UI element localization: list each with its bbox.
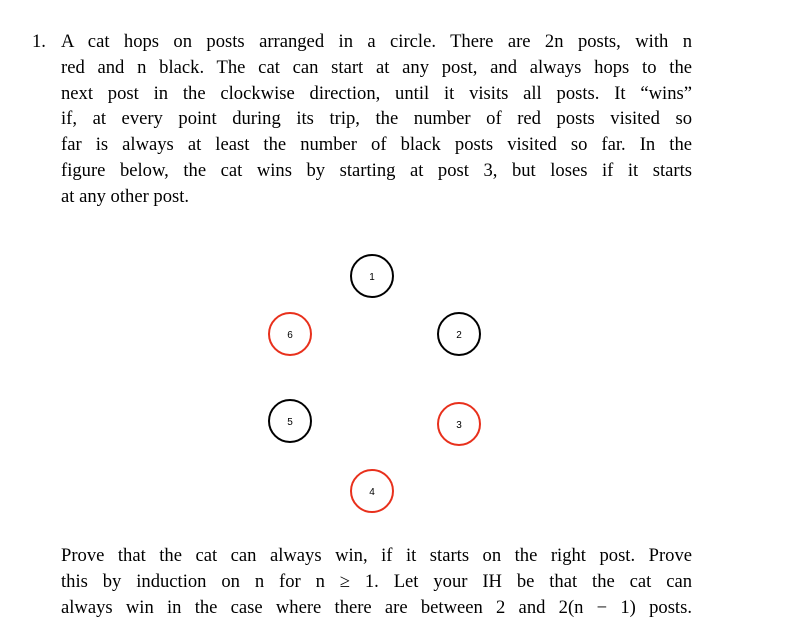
intro-line: A cat hops on posts arranged in a circle. There are 2n posts, with n: [61, 31, 692, 52]
prove-line: this by induction on n for n ≥ 1. Let your IH be that the cat can: [61, 570, 692, 592]
post-1: [351, 255, 393, 297]
post-5: [269, 400, 311, 442]
post-label: 4: [369, 487, 375, 498]
prove-line: always win in the case where there are between 2 and 2(n − 1) posts.: [61, 596, 692, 618]
post-2: [438, 313, 480, 355]
prove-statement: [61, 543, 692, 620]
intro-line: figure below, the cat wins by starting at post 3, but loses if it starts: [61, 159, 692, 181]
post-6: [269, 313, 311, 355]
intro-line: next post in the clockwise direction, until it visits all posts. It “wins”: [61, 82, 692, 104]
post-label: 6: [287, 330, 293, 341]
intro-line: far is always at least the number of black posts visited so far. In the: [61, 134, 692, 156]
post-label: 1: [369, 272, 375, 283]
intro-line: red and n black. The cat can start at any post, and always hops to the: [61, 56, 692, 78]
post-3: [438, 403, 480, 445]
post-label: 5: [287, 417, 293, 428]
intro-line: if, at every point during its trip, the number of red posts visited so: [61, 108, 692, 130]
problem-number: 1.: [32, 31, 46, 52]
prove-line: Prove that the cat can always win, if it starts on the right post. Prove: [61, 545, 692, 566]
post-4: [351, 470, 393, 512]
post-label: 2: [456, 330, 462, 341]
intro-line: at any other post.: [61, 185, 190, 207]
post-label: 3: [456, 420, 462, 431]
